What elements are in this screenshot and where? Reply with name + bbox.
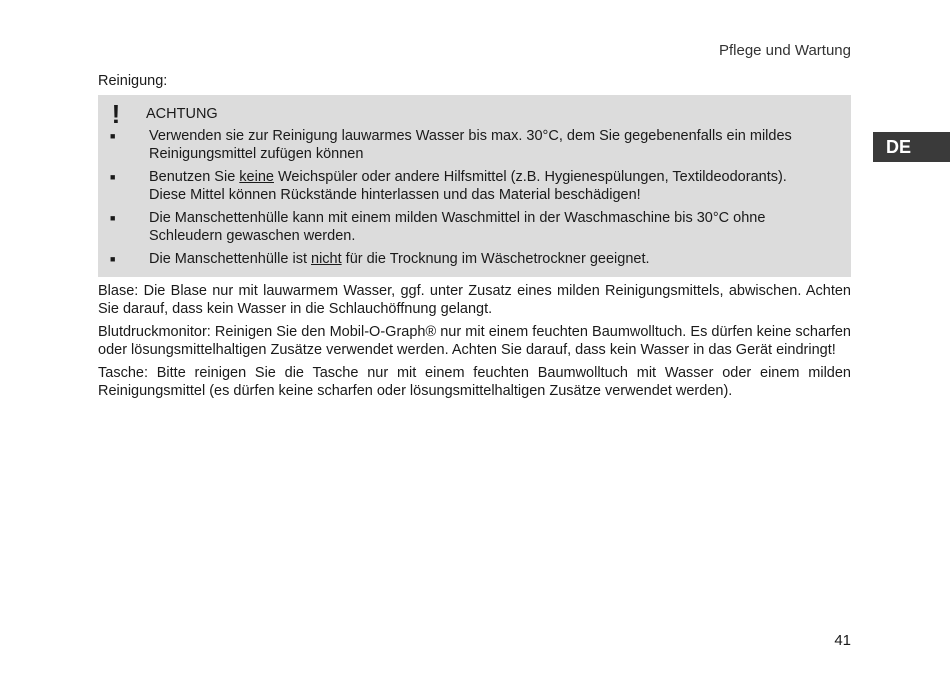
- paragraph-blase: Blase: Die Blase nur mit lauwarmem Wasser, ggf. unter Zusatz eines milden Reinigungsmittels, abwischen. Achten Sie darauf, dass kein Wasser in die Schlauchöffnung gelangt.: [98, 283, 851, 317]
- page-number: 41: [834, 632, 851, 649]
- bullet-icon: ■: [110, 172, 116, 182]
- warning-item: [98, 127, 851, 163]
- bullet-icon: ■: [110, 131, 116, 141]
- exclamation-icon: !: [111, 99, 121, 129]
- section-heading: Reinigung:: [98, 73, 168, 89]
- warning-header: [98, 101, 851, 127]
- term-label: Blutdruckmonitor: [98, 324, 207, 340]
- underlined-word: nicht: [311, 251, 342, 267]
- warning-item-text: Benutzen Sie keine Weichspüler oder andere Hilfsmittel (z.B. Hygienespülungen, Textildeodorants). Diese Mittel können Rückstände hinterlassen und das Material beschädigen!: [149, 169, 787, 203]
- warning-label: ACHTUNG: [146, 106, 218, 122]
- warning-list: [98, 127, 851, 268]
- underlined-word: keine: [239, 169, 274, 185]
- warning-item-text: Die Manschettenhülle ist nicht für die Trocknung im Wäschetrockner geeignet.: [149, 251, 650, 267]
- term-label: Blase: [98, 283, 135, 299]
- term-label: Tasche: [98, 365, 144, 381]
- bullet-icon: ■: [110, 213, 116, 223]
- warning-box: [98, 95, 851, 277]
- warning-item: [98, 209, 851, 245]
- main-content: [98, 72, 851, 405]
- paragraph-blutdruckmonitor: Blutdruckmonitor: Reinigen Sie den Mobil-O-Graph® nur mit einem feuchten Baumwolltuch. Es dürfen keine scharfen oder lösungsmittelhaltigen Zusätze verwendet werden. Achten Sie darauf, dass kein Wasser in das Gerät eindringt!: [98, 324, 851, 358]
- warning-item-text: Die Manschettenhülle kann mit einem milden Waschmittel in der Waschmaschine bis 30°C ohne Schleudern gewaschen werden.: [149, 210, 766, 244]
- bullet-icon: ■: [110, 254, 116, 264]
- paragraph-tasche: Tasche: Bitte reinigen Sie die Tasche nur mit einem feuchten Baumwolltuch mit Wasser oder einem milden Reinigungsmittel (es dürfen keine scharfen oder lösungsmittelhaltigen Zusätze verwendet werden).: [98, 365, 851, 399]
- warning-item: [98, 250, 851, 268]
- page-header-title: Pflege und Wartung: [718, 42, 851, 59]
- language-tab: DE: [873, 132, 950, 162]
- warning-item: [98, 168, 851, 204]
- warning-item-text: Verwenden sie zur Reinigung lauwarmes Wasser bis max. 30°C, dem Sie gegebenenfalls ein mildes Reinigungsmittel zufügen können: [149, 128, 792, 162]
